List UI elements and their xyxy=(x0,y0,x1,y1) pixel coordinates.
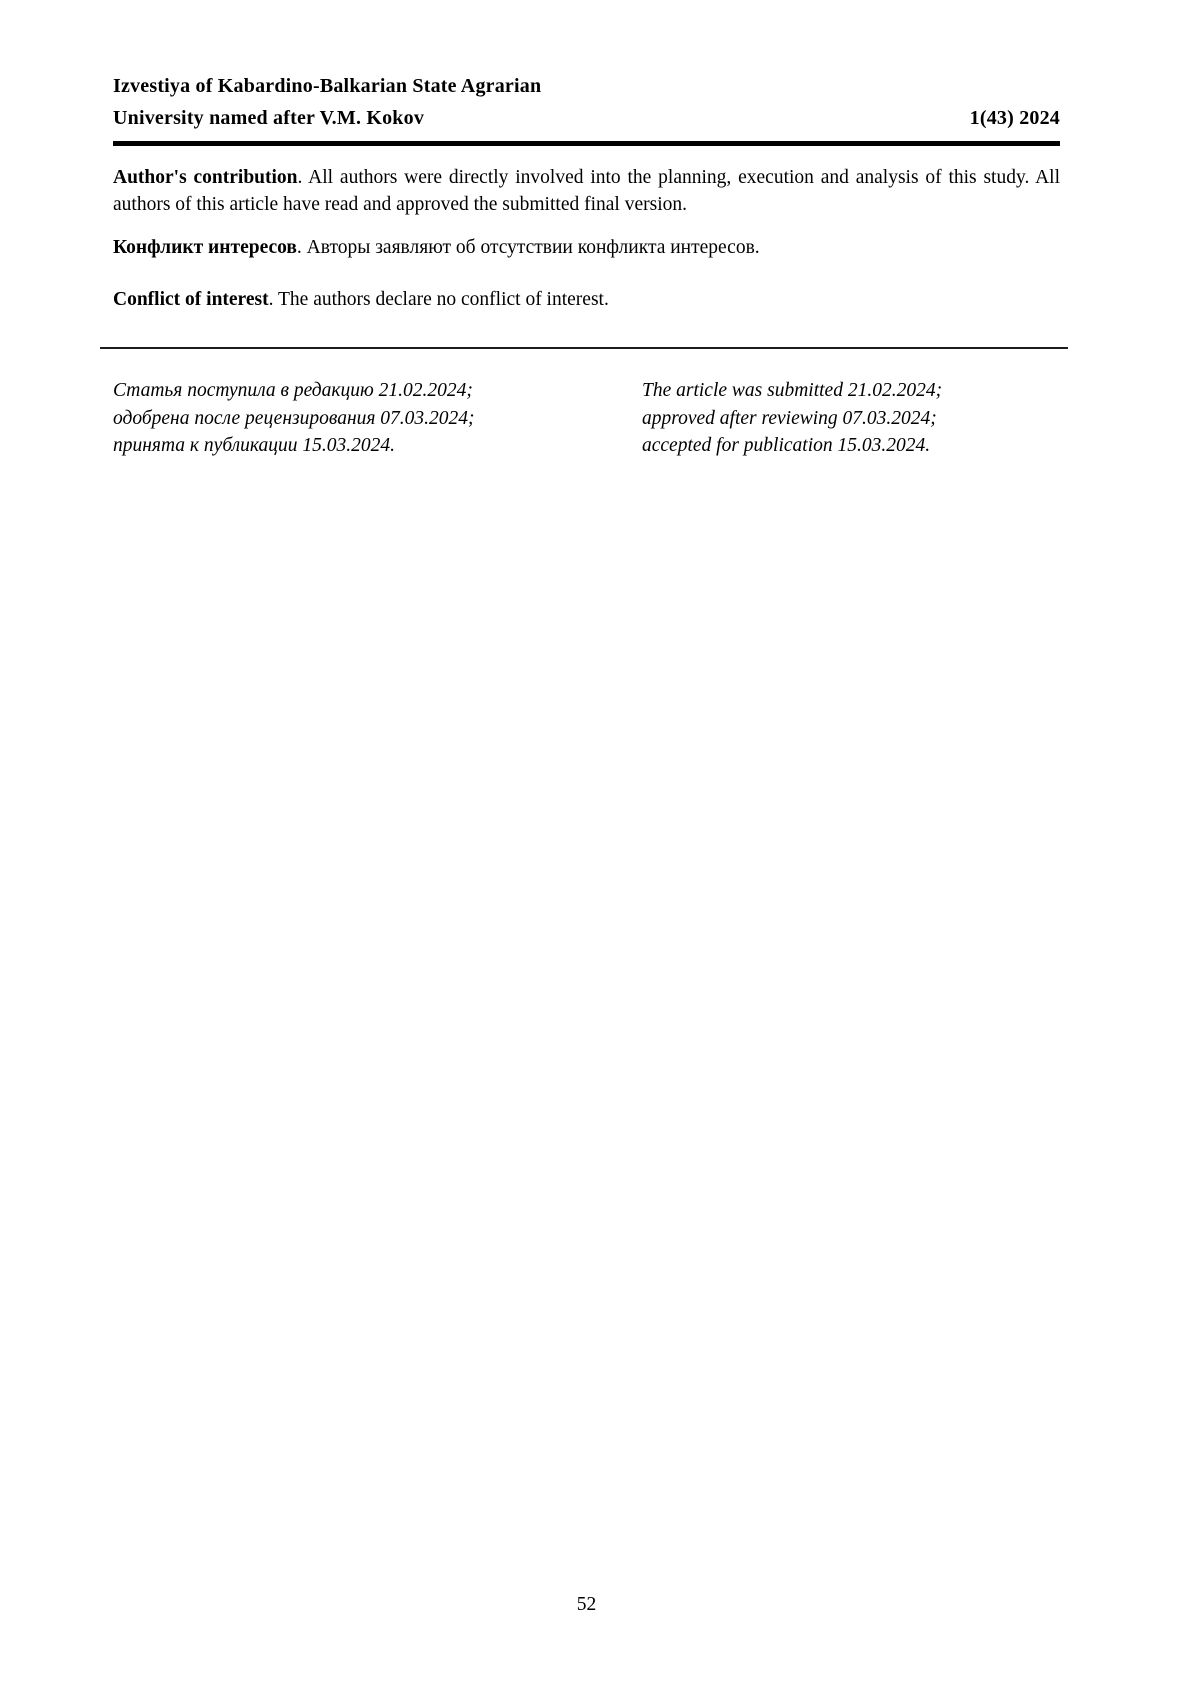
conflict-of-interest-ru-lead: Конфликт интересов xyxy=(113,237,297,258)
issue-number: 1(43) 2024 xyxy=(969,107,1060,129)
journal-title-line2: University named after V.M. Kokov xyxy=(113,107,425,129)
conflict-of-interest-ru-text: . Авторы заявляют об отсутствии конфликта интересов. xyxy=(296,237,760,258)
page-footer xyxy=(113,1591,1060,1618)
submission-date-ru-line: одобрена после рецензирования 07.03.2024; xyxy=(113,407,475,429)
authors-contribution-paragraph xyxy=(113,164,1060,218)
conflict-of-interest-en-text: . The authors declare no conflict of interest. xyxy=(268,289,609,310)
authors-contribution-text: . All authors were directly involved into the planning, execution and analysis of this study. All authors of this article have read and approved the submitted final version. xyxy=(113,167,1060,215)
authors-contribution-lead: Author's contribution xyxy=(113,167,298,188)
submission-dates-ru xyxy=(113,377,642,460)
submission-date-en-line: The article was submitted 21.02.2024; xyxy=(642,380,943,401)
submission-date-ru-line: Статья поступила в редакцию 21.02.2024; xyxy=(113,380,473,401)
conflict-of-interest-en-paragraph xyxy=(113,286,1060,313)
submission-date-en-line: approved after reviewing 07.03.2024; xyxy=(642,407,937,429)
conflict-of-interest-en-lead: Conflict of interest xyxy=(113,289,269,310)
dates-divider-rule xyxy=(100,347,1068,349)
submission-date-ru-line: принята к публикации 15.03.2024. xyxy=(113,435,396,456)
article-backmatter xyxy=(113,164,1060,460)
header-rule xyxy=(113,141,1060,146)
journal-header-row xyxy=(113,102,1060,134)
submission-date-en-line: accepted for publication 15.03.2024. xyxy=(642,435,931,456)
journal-header xyxy=(113,0,1060,146)
conflict-of-interest-ru-paragraph xyxy=(113,234,1060,261)
submission-dates xyxy=(113,377,1060,460)
page-number: 52 xyxy=(576,1594,597,1615)
page-content xyxy=(113,0,1060,460)
submission-dates-en xyxy=(642,377,1060,460)
journal-title-line1: Izvestiya of Kabardino-Balkarian State Agrarian xyxy=(113,75,542,97)
